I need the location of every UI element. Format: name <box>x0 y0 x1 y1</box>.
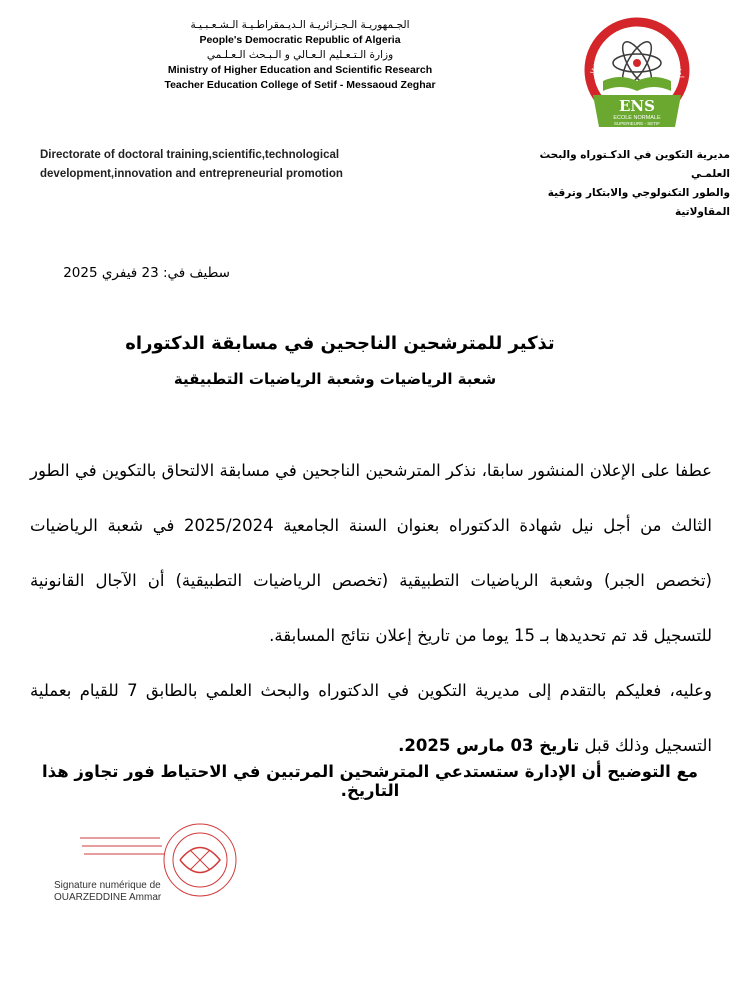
directorate-en <box>40 146 370 184</box>
republic-en: People's Democratic Republic of Algeria <box>199 34 401 46</box>
document-date: سطيف في: 23 فيفري 2025 <box>63 265 230 281</box>
directorate-en-line1: Directorate of doctoral training,scientific,technological <box>40 149 340 161</box>
body-paragraph-1: عطفا على الإعلان المنشور سابقا، نذكر المترشحين الناجحين في مسابقة الالتحاق بالتكوين في الطور الثالث من أجل نيل شهادة الدكتوراه بعنوان السنة الجامعية 2025/2024 في شعبة الرياضيات (تخصص الجبر) وشعبة الرياضيات التطبيقية (تخصص الرياضيات التطبيقية) أن الآجال القانونية للتسجيل قد تم تحديدها بـ 15 يوما من تاريخ إعلان نتائج المسابقة. <box>30 461 712 645</box>
ens-logo-icon <box>575 15 700 140</box>
college-en: Teacher Education College of Setif - Messaoud Zeghar <box>164 79 436 91</box>
body-note: مع التوضيح أن الإدارة ستستدعي المترشحين المرتبين في الاحتياط فور تجاوز هذا التاريخ. <box>42 762 698 800</box>
body-paragraph-2-start: وعليه، فعليكم بالتقدم إلى مديرية التكوين في الدكتوراه والبحث العلمي بالطابق 7 للقيام بعملية التسجيل وذلك قبل <box>30 681 712 755</box>
logo-ens-text: ENS <box>619 97 655 115</box>
signature-name: OUARZEDDINE Ammar <box>54 892 162 903</box>
logo-sub2-text: SUPERIEURE - SETIF <box>613 121 661 126</box>
header-center <box>150 18 450 93</box>
directorate-ar-line2: والطور التكنولوجي والابتكار وترقية المقاولاتية <box>547 187 730 218</box>
directorate-en-line2: development,innovation and entrepreneurial promotion <box>40 168 343 180</box>
directorate-ar <box>520 146 730 222</box>
directorate-ar-line1: مديرية التكوين في الدكـتوراه والبحث العلمـي <box>539 149 730 180</box>
school-logo <box>575 15 700 140</box>
ministry-ar: وزارة الـتـعـليم الـعـالي و الـبـحث الـعـلـمي <box>206 49 394 61</box>
logo-sub1-text: ECOLE NORMALE <box>613 115 661 121</box>
page-title: تذكير للمترشحين الناجحين في مسابقة الدكتوراه <box>125 333 555 354</box>
signature-line1: Signature numérique de <box>54 880 161 891</box>
body-text <box>30 443 712 773</box>
ministry-en: Ministry of Higher Education and Scientific Research <box>167 64 433 76</box>
republic-ar: الجـمهوريـة الـجـزائريـة الـديـمقراطـيـة الـشـعـبـيـة <box>190 19 410 31</box>
page-subtitle: شعبة الرياضيات وشعبة الرياضيات التطبيقية <box>173 370 497 388</box>
digital-signature <box>54 880 184 904</box>
logo-ring-text: لمدرسة العليا للأساتذة بسطيف - مسعود زغار <box>588 28 686 78</box>
body-paragraph-2 <box>30 663 712 773</box>
deadline-date: تاريخ 03 مارس 2025. <box>398 736 580 755</box>
